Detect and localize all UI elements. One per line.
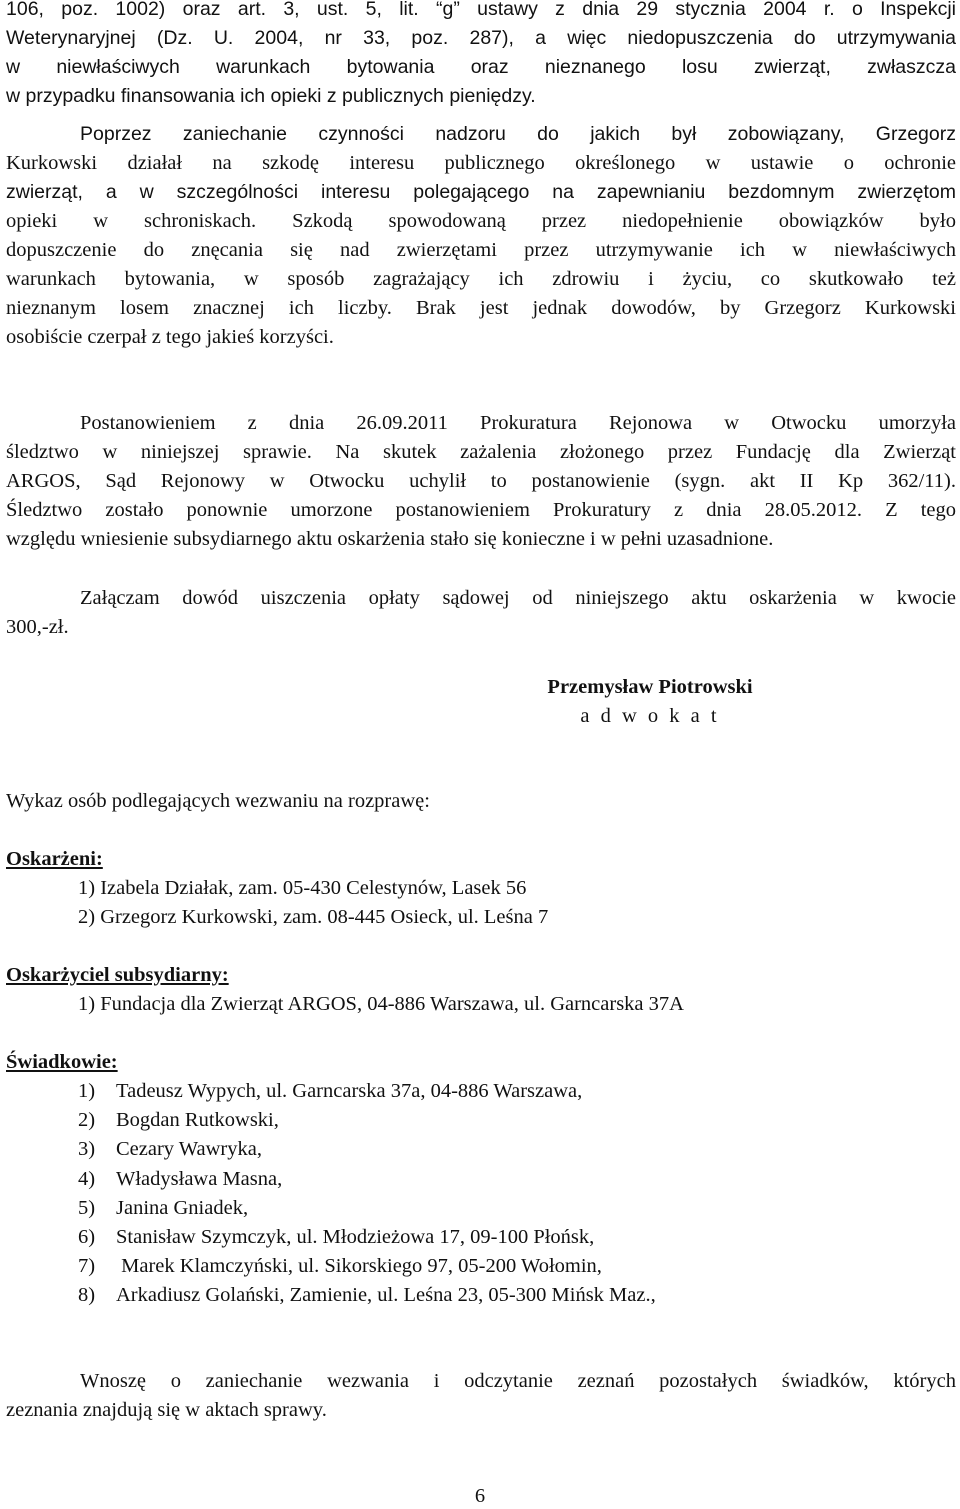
list-item	[78, 1252, 656, 1281]
text-line: Poprzez zaniechanie czynności nadzoru do jakich był zobowiązany, Grzegorz	[80, 123, 956, 145]
text-line: dopuszczenie do znęcania się nad zwierzętami przez utrzymywanie ich w niewłaściwych	[6, 239, 956, 261]
list-item	[78, 1281, 656, 1310]
accused-list	[78, 874, 548, 932]
list-item	[78, 1165, 656, 1194]
list-text: Tadeusz Wypych, ul. Garncarska 37a, 04-886 Warszawa,	[116, 1080, 583, 1102]
list-item	[78, 1223, 656, 1252]
text-line: śledztwo w niniejszej sprawie. Na skutek zażalenia złożonego przez Fundację dla Zwierząt	[6, 441, 956, 463]
list-item	[78, 1106, 656, 1135]
list-text: Cezary Wawryka,	[116, 1138, 262, 1161]
summons-list-intro: Wykaz osób podlegających wezwaniu na rozprawę:	[6, 790, 430, 812]
list-item	[78, 1194, 656, 1223]
text-line: 106, poz. 1002) oraz art. 3, ust. 5, lit. “g” ustawy z dnia 29 stycznia 2004 r. o Inspekcji	[6, 0, 956, 20]
text-line: Weterynaryjnej (Dz. U. 2004, nr 33, poz. 287), a więc niedopuszczenia do utrzymywania	[6, 27, 956, 49]
subsidiary-prosecutor-heading: Oskarżyciel subsydiarny:	[6, 964, 229, 986]
text-line: Kurkowski działał na szkodę interesu publicznego określonego w ustawie o ochronie	[6, 152, 956, 174]
text-line: względu wniesienie subsydiarnego aktu oskarżenia stało się konieczne i w pełni uzasadnione.	[6, 528, 774, 550]
paragraph-negligence	[6, 120, 956, 352]
list-number: 6)	[78, 1225, 96, 1248]
list-text: Bogdan Rutkowski,	[116, 1109, 279, 1132]
text-line: Załączam dowód uiszczenia opłaty sądowej od niniejszego aktu oskarżenia w kwocie	[80, 587, 956, 609]
list-number: 4)	[78, 1167, 96, 1190]
list-item: 1) Fundacja dla Zwierząt ARGOS, 04-886 Warszawa, ul. Garncarska 37A	[78, 993, 684, 1015]
list-text: Janina Gniadek,	[116, 1196, 249, 1219]
list-number: 7)	[78, 1255, 96, 1278]
witnesses-list	[78, 1077, 656, 1311]
page-number: 6	[474, 1485, 486, 1507]
witnesses-heading: Świadkowie:	[6, 1051, 118, 1073]
list-item	[78, 1135, 656, 1164]
text-line: warunkach bytowania, w sposób zagrażający ich zdrowiu i życiu, co skutkowało też	[6, 268, 956, 290]
text-line: opieki w schroniskach. Szkodą spowodowaną przez niedopełnienie obowiązków było	[6, 210, 956, 232]
paragraph-fee	[6, 584, 956, 642]
list-text: Stanisław Szymczyk, ul. Młodzieżowa 17, 09-100 Płońsk,	[116, 1225, 595, 1248]
paragraph-motion	[6, 1367, 956, 1425]
text-line: ARGOS, Sąd Rejonowy w Otwocku uchylił to postanowienie (sygn. akt II Kp 362/11).	[6, 470, 956, 492]
list-number: 3)	[78, 1138, 96, 1161]
text-line: nieznanym losem znacznej ich liczby. Brak jest jednak dowodów, by Grzegorz Kurkowski	[6, 297, 956, 319]
list-text: Marek Klamczyński, ul. Sikorskiego 97, 05-200 Wołomin,	[116, 1255, 602, 1278]
text-line: zeznania znajdują się w aktach sprawy.	[6, 1399, 327, 1421]
list-number: 1)	[78, 1080, 96, 1102]
list-number: 2)	[78, 1109, 96, 1132]
accused-heading: Oskarżeni:	[6, 848, 103, 870]
signature-title: a d w o k a t	[580, 705, 720, 727]
text-line: 300,-zł.	[6, 616, 69, 638]
list-number: 8)	[78, 1284, 96, 1307]
list-text: Arkadiusz Golański, Zamienie, ul. Leśna 23, 05-300 Mińsk Maz.,	[116, 1284, 656, 1307]
subsidiary-prosecutor-list	[78, 990, 684, 1019]
paragraph-legal-basis	[6, 0, 956, 111]
text-line: Wnoszę o zaniechanie wezwania i odczytanie zeznań pozostałych świadków, których	[80, 1370, 956, 1392]
text-line: zwierząt, a w szczególności interesu polegającego na zapewnianiu bezdomnym zwierzętom	[6, 181, 956, 203]
text-line: w niewłaściwych warunkach bytowania oraz nieznanego losu zwierząt, zwłaszcza	[6, 56, 956, 78]
list-number: 5)	[78, 1196, 96, 1219]
list-item: 2) Grzegorz Kurkowski, zam. 08-445 Osieck, ul. Leśna 7	[78, 906, 549, 929]
list-item	[78, 1077, 656, 1106]
text-line: Śledztwo zostało ponownie umorzone postanowieniem Prokuratury z dnia 28.05.2012. Z tego	[6, 499, 956, 521]
text-line: w przypadku finansowania ich opieki z publicznych pieniędzy.	[6, 85, 536, 107]
list-item: 1) Izabela Działak, zam. 05-430 Celestynów, Lasek 56	[78, 877, 527, 899]
text-line: osobiście czerpał z tego jakieś korzyści.	[6, 326, 334, 348]
list-text: Władysława Masna,	[116, 1167, 283, 1190]
paragraph-procedural-history	[6, 409, 956, 554]
signature-name: Przemysław Piotrowski	[547, 676, 753, 698]
text-line: Postanowieniem z dnia 26.09.2011 Prokuratura Rejonowa w Otwocku umorzyła	[80, 412, 956, 434]
